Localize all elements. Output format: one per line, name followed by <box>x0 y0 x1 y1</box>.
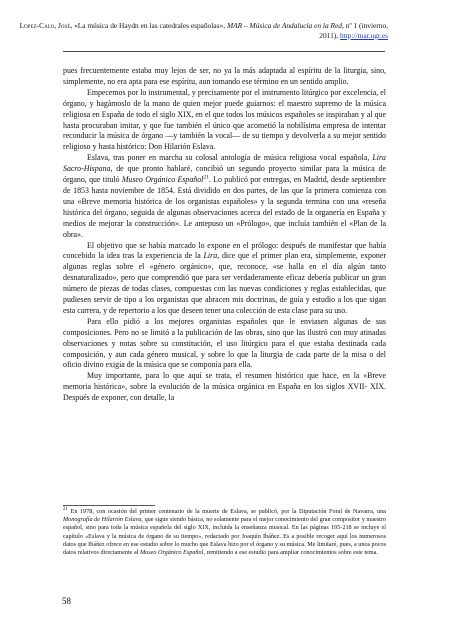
running-head <box>0 21 388 41</box>
footnote-monografia-title: Monografía de Hilarión Eslava <box>63 516 142 524</box>
footnote-text-c: , remitiendo a ese estudio para ampliar conocimientos sobre este tema. <box>203 549 378 557</box>
paragraph-4 <box>63 241 386 317</box>
page-number: 58 <box>62 596 71 606</box>
paragraph-3 <box>63 153 386 240</box>
running-head-author: Lόpez-Calo, José <box>19 21 71 30</box>
paragraph-6: Muy importante, para lo que aquí se trata, el resumen histórico que hace, en la «Breve memoria histórica», sobre la evolución de la música orgánica en España en los siglos XVII- XIX. Después de exponer, con detalle, la <box>63 371 386 403</box>
footnote-rule <box>63 505 155 506</box>
paragraph-3-text-a: Eslava, tras poner en marcha su colosal antología de música religiosa vocal española, <box>87 153 373 163</box>
running-head-journal: MAR – Música de Andalucía en la Red <box>226 21 342 30</box>
paragraph-1: pues frecuentemente estaba muy lejos de ser, no ya la más adaptada al espíritu de la liturgia, sino, simplemente, no era apta para ese espíritu, aun tomando ese término en un sentido amplio. <box>63 66 386 86</box>
running-head-article-title: , «La música de Haydn en las catedrales españolas», <box>70 21 227 30</box>
running-head-issue: , nº 1 (invierno, 2011), <box>319 21 388 40</box>
body-text <box>63 66 386 404</box>
paragraph-5: Para ello pidió a los mejores organistas españoles que le enviasen algunas de sus composiciones. Pero no se limitó a la publicación de las obras, sino que las ilustró con muy atinadas observaciones y notas sobre su constitución, el uso litúrgico para el que estaba destinada cada composición, y aun cada género musical, y sobre lo que la liturgia de cada parte de la misa o del oficio divino exigía de la música que se componía para ella. <box>63 316 386 370</box>
header-rule <box>63 51 385 52</box>
footnote-museo-title: Museo Orgánico Español <box>139 549 204 557</box>
paragraph-4-text-b: , dice que el primer plan era, simplemente, exponer algunas reglas sobre el «género orgánico», que, reconoce, «se halla en el día algún tanto desnaturalizado», pero que comprendió que para ser verdaderamente eficaz debería publicar un gran número de piezas de todas clases, compuestas con las nuevas condiciones y reglas establecidas, que pudiesen servir de tipo a los organistas que abracen mis doctrinas, de guía y estudio a los que sigan esta carrera, y de repertorio a los que deseen tener una colección de esta clase para su uso. <box>63 251 386 315</box>
footnote-reference[interactable]: 21 <box>203 174 209 181</box>
footnote-text-b: , que sigue siendo básica, no solamente para el mejor conocimiento del gran compositor y maestro español, sino para toda la música española del siglo XIX, incluida la enseñanza musical. En las páginas 195-218 se incluye el capítulo «Eslava y la música de órgano de su tiempo», redactado por Joaquín Ibáñez. Es a posible recoger aquí los numerosos datos que Ibáñez ofrece en ese estudio sobre lo mucho que Eslava hizo por el órgano y su música. Me limitaré, pues, a unos pocos datos relativos directamente al <box>63 516 386 557</box>
footnote-number: 21 <box>63 506 68 512</box>
lira-sacro-hispana-title: Lira Sacro-Hispana <box>63 153 386 174</box>
running-head-line-1 <box>0 21 388 41</box>
footnote-text-a: En 1978, con ocasión del primer centenario de la muerte de Eslava, se publicó, por la Diputación Foral de Navarra, una <box>68 508 386 515</box>
paragraph-4-text-a: El objetivo que se había marcado lo expone en el prólogo: después de manifestar que había concebido la idea tras la experiencia de la <box>63 240 386 261</box>
running-head-url-link[interactable]: http://mar.ugr.es <box>339 31 388 40</box>
lira-title: Lira <box>203 251 218 261</box>
paragraph-3-text-b: , de que pronto hablaré, concibió un segundo proyecto similar para la música de órgano, que tituló <box>63 164 386 185</box>
museo-organico-title: Museo Orgánico Español <box>121 175 204 185</box>
paragraph-2: Empecemos por lo instrumental, y precisamente por el instrumento litúrgico por excelencia, el órgano, y hagámoslo de la mano de quien mejor puede guiarnos: el maestro supremo de la música religiosa en España de todo el siglo XIX, en el que todos los músicos españoles se inspiraban y al que hasta procuraban imitar, y que fue también el único que acometió la nobilísima empresa de intentar reconducir la música de órgano —y también la vocal— de su tiempo y devolverla a su mejor sentido religioso y hasta histórico: Don Hilarión Eslava. <box>63 87 386 152</box>
footnote-21 <box>63 508 386 557</box>
paragraph-3-text-c: . Lo publicó por entregas, en Madrid, desde septiembre de 1853 hasta noviembre de 1854. Está dividido en dos partes, de las que la primera comienza con una «Breve memoria histórica de los organistas españoles» y la segunda termina con una «reseña histórica del órgano, seguida de algunas observaciones acerca del estado de la organería en España y medios de mejorar la construcción». Le antepuso un «Prólogo», que incluía también el «Plan de la obra». <box>63 175 386 239</box>
